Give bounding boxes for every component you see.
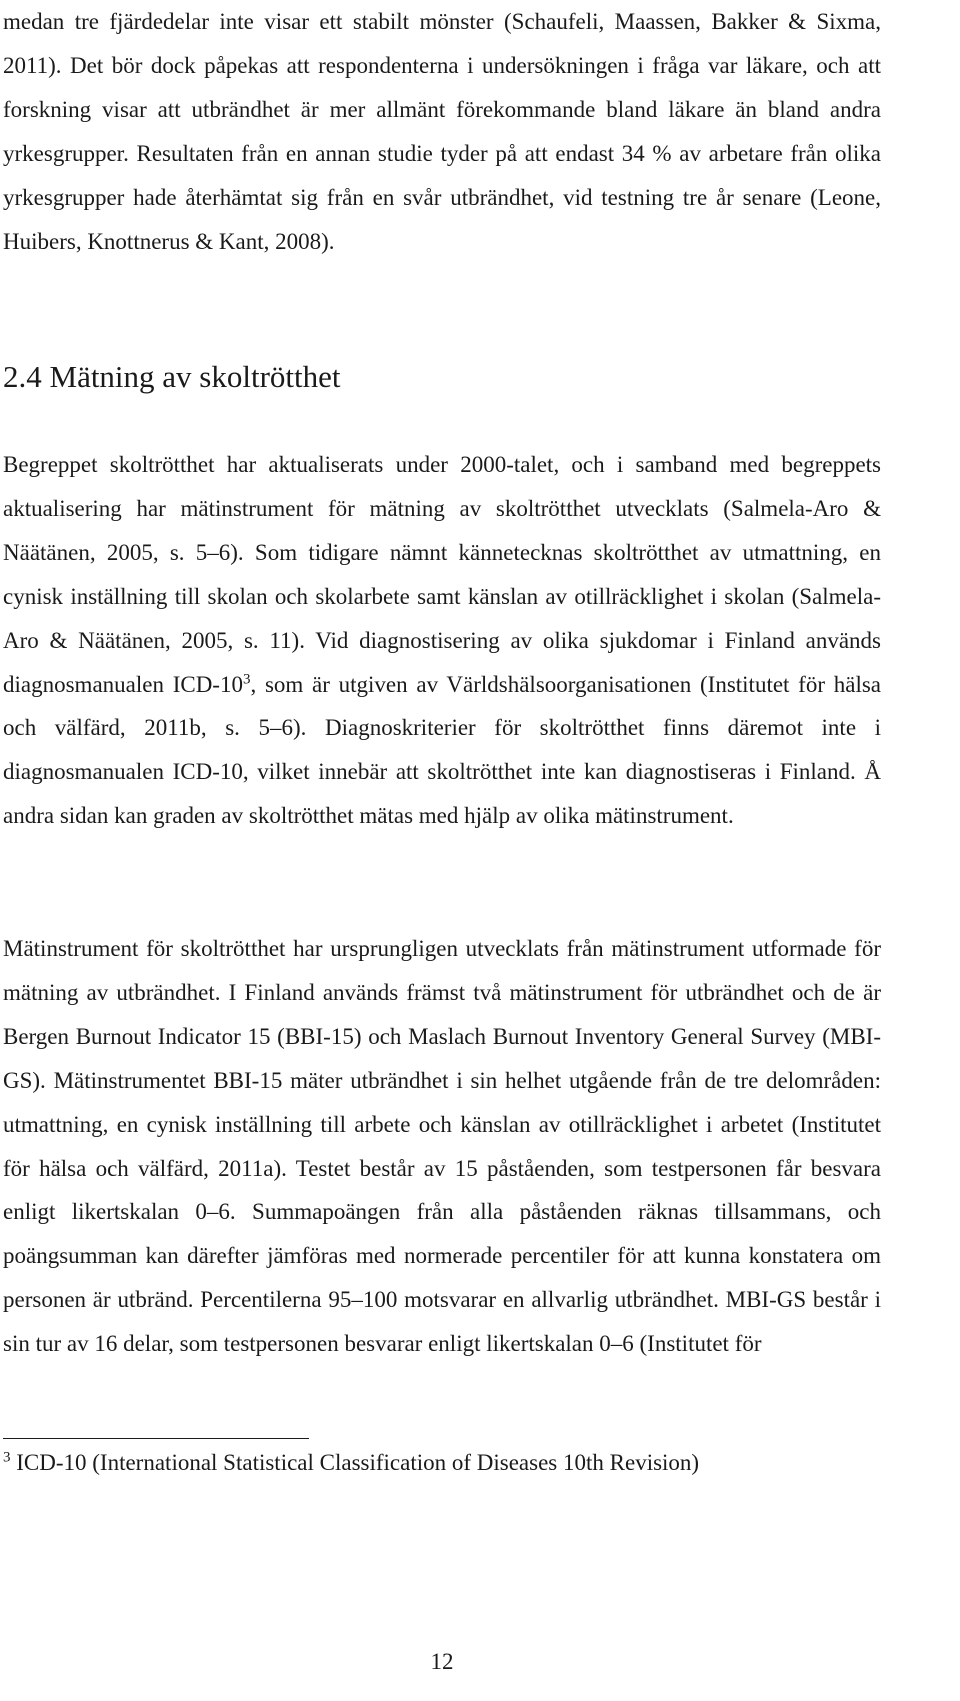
footnote-reference: 3	[242, 670, 251, 687]
body-paragraph-1: medan tre fjärdedelar inte visar ett stabilt mönster (Schaufeli, Maassen, Bakker & Sixma, 2011). Det bör dock påpekas att respondenterna i undersökningen i fråga var läkare, och att forskning visar att utbrändhet är mer allmänt förekommande bland läkare än bland andra yrkesgrupper. Resultaten från en annan studie tyder på att endast 34 % av arbetare från olika yrkesgrupper hade återhämtat sig från en svår utbrändhet, vid testning tre år senare (Leone, Huibers, Knottnerus & Kant, 2008).	[3, 9, 881, 254]
footnote	[3, 1443, 699, 1483]
paragraph-2-text-end: , som är utgiven av Världshälsoorganisationen (Institutet för hälsa och välfärd, 2011b, s. 5–6). Diagnoskriterier för skoltrötthet finns däremot inte i diagnosmanualen ICD-10, vilket innebär att skoltrötthet inte kan diagnostiseras i Finland. Å andra sidan kan graden av skoltrötthet mätas med hjälp av olika mätinstrument.	[3, 671, 881, 829]
footnote-marker: 3	[3, 1449, 11, 1466]
page-number: 12	[430, 1649, 454, 1674]
footnote-separator	[3, 1438, 309, 1439]
paragraph-2-text-start: Begreppet skoltrötthet har aktualiserats under 2000-talet, och i samband med begreppets aktualisering har mätinstrument för mätning av skoltrötthet utvecklats (Salmela-Aro & Näätänen, 2005, s. 5–6). Som tidigare nämnt kännetecknas skoltrötthet av utmattning, en cynisk inställning till skolan och skolarbete samt känslan av otillräcklighet i skolan (Salmela-Aro & Näätänen, 2005, s. 11). Vid diagnostisering av olika sjukdomar i Finland används diagnosmanualen ICD-10	[3, 452, 881, 697]
section-heading: 2.4 Mätning av skoltrötthet	[3, 359, 341, 394]
body-paragraph-2	[3, 443, 881, 838]
footnote-text: ICD-10 (International Statistical Classification of Diseases 10th Revision)	[16, 1450, 700, 1475]
body-paragraph-3: Mätinstrument för skoltrötthet har ursprungligen utvecklats från mätinstrument utformade för mätning av utbrändhet. I Finland används främst två mätinstrument för utbrändhet och de är Bergen Burnout Indicator 15 (BBI-15) och Maslach Burnout Inventory General Survey (MBI-GS). Mätinstrumentet BBI-15 mäter utbrändhet i sin helhet utgående från de tre delområden: utmattning, en cynisk inställning till arbete och känslan av otillräcklighet i arbetet (Institutet för hälsa och välfärd, 2011a). Testet består av 15 påståenden, som testpersonen får besvara enligt likertskalan 0–6. Summapoängen från alla påståenden räknas tillsammans, och poängsumman kan därefter jämföras med normerade percentiler för att kunna konstatera om personen är utbränd. Percentilerna 95–100 motsvarar en allvarlig utbrändhet. MBI-GS består i sin tur av 16 delar, som testpersonen besvarar enligt likertskalan 0–6 (Institutet för	[3, 936, 881, 1357]
